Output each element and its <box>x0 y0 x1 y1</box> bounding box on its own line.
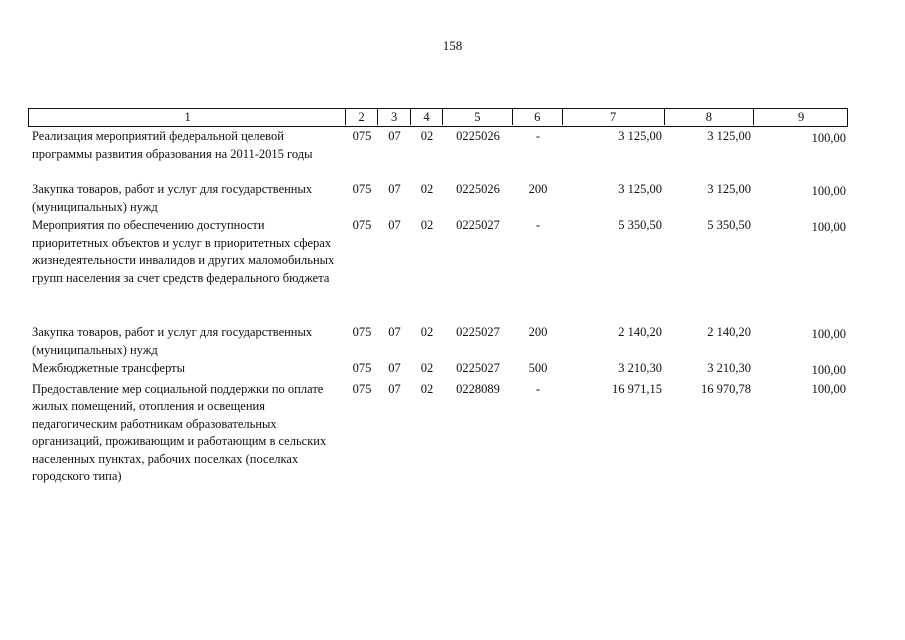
cell-section: 07 <box>388 218 401 232</box>
cell-actual: 16 970,78 <box>701 381 751 396</box>
cell-percent: 100,00 <box>811 184 846 198</box>
table-row <box>28 181 848 216</box>
cell-type: - <box>535 381 541 396</box>
cell-actual: 3 210,30 <box>707 361 751 375</box>
cell-target: 0225027 <box>456 218 500 232</box>
cell-code: 075 <box>352 129 372 143</box>
cell-target: 0225026 <box>456 182 500 196</box>
cell-code: 075 <box>352 381 372 396</box>
cell-section: 07 <box>388 381 401 396</box>
header-cell: 1 <box>29 109 346 125</box>
row-name: Закупка товаров, работ и услуг для государственных (муниципальных) нужд <box>32 325 313 357</box>
cell-code: 075 <box>352 325 372 339</box>
header-cell: 4 <box>411 109 443 125</box>
header-cell: 8 <box>665 109 754 125</box>
cell-percent: 100,00 <box>811 363 846 377</box>
cell-subsection: 02 <box>420 182 434 196</box>
table-row <box>28 360 848 380</box>
cell-code: 075 <box>352 218 372 232</box>
cell-code: 075 <box>352 182 372 196</box>
table-row <box>28 381 848 486</box>
cell-actual: 3 125,00 <box>707 182 751 196</box>
header-cell: 7 <box>563 109 666 125</box>
cell-type: 200 <box>528 182 548 196</box>
table-header <box>28 108 848 127</box>
cell-plan: 5 350,50 <box>618 218 662 232</box>
cell-percent: 100,00 <box>811 327 846 341</box>
cell-target: 0228089 <box>456 381 500 396</box>
budget-table <box>28 108 848 486</box>
page-number: 158 <box>442 38 463 53</box>
table-row <box>28 128 848 180</box>
cell-percent: 100,00 <box>811 220 846 234</box>
cell-subsection: 02 <box>420 325 434 339</box>
cell-plan: 3 125,00 <box>618 129 662 143</box>
header-cell: 9 <box>798 110 805 124</box>
cell-plan: 2 140,20 <box>618 325 662 339</box>
header-cell: 3 <box>378 109 411 125</box>
row-name: Мероприятия по обеспечению доступности приоритетных объектов и услуг в приоритетных сферах жизнедеятельности инвалидов и других маломобильных групп населения за счет средств федерального бюджета <box>32 218 335 285</box>
cell-percent: 100,00 <box>811 131 846 145</box>
cell-percent: 100,00 <box>811 381 846 396</box>
header-cell: 2 <box>346 109 378 125</box>
cell-type: - <box>535 129 541 143</box>
cell-actual: 3 125,00 <box>707 129 751 143</box>
cell-type: - <box>535 218 541 232</box>
cell-actual: 5 350,50 <box>707 218 751 232</box>
cell-section: 07 <box>388 182 401 196</box>
cell-plan: 16 971,15 <box>612 381 662 396</box>
cell-section: 07 <box>388 325 401 339</box>
cell-target: 0225027 <box>456 361 500 375</box>
header-cell: 5 <box>443 109 513 125</box>
row-name: Предоставление мер социальной поддержки по оплате жилых помещений, отопления и освещения педагогическим работникам образовательных организаций, проживающим и работающим в сельских населенных пунктах, рабочих поселках (поселках городского типа) <box>32 381 327 483</box>
header-cell: 6 <box>513 109 563 125</box>
row-name: Межбюджетные трансферты <box>32 361 186 375</box>
table-row <box>28 217 848 323</box>
cell-section: 07 <box>388 361 401 375</box>
cell-target: 0225026 <box>456 129 500 143</box>
cell-subsection: 02 <box>420 218 434 232</box>
cell-actual: 2 140,20 <box>707 325 751 339</box>
table-row <box>28 324 848 359</box>
cell-plan: 3 210,30 <box>618 361 662 375</box>
cell-subsection: 02 <box>420 381 434 396</box>
cell-plan: 3 125,00 <box>618 182 662 196</box>
cell-subsection: 02 <box>420 129 434 143</box>
row-name: Реализация мероприятий федеральной целевой программы развития образования на 2011-2015 годы <box>32 129 313 161</box>
cell-subsection: 02 <box>420 361 434 375</box>
cell-section: 07 <box>388 129 401 143</box>
cell-type: 500 <box>528 361 548 375</box>
cell-target: 0225027 <box>456 325 500 339</box>
cell-code: 075 <box>352 361 372 375</box>
row-name: Закупка товаров, работ и услуг для государственных (муниципальных) нужд <box>32 182 313 214</box>
cell-type: 200 <box>528 325 548 339</box>
